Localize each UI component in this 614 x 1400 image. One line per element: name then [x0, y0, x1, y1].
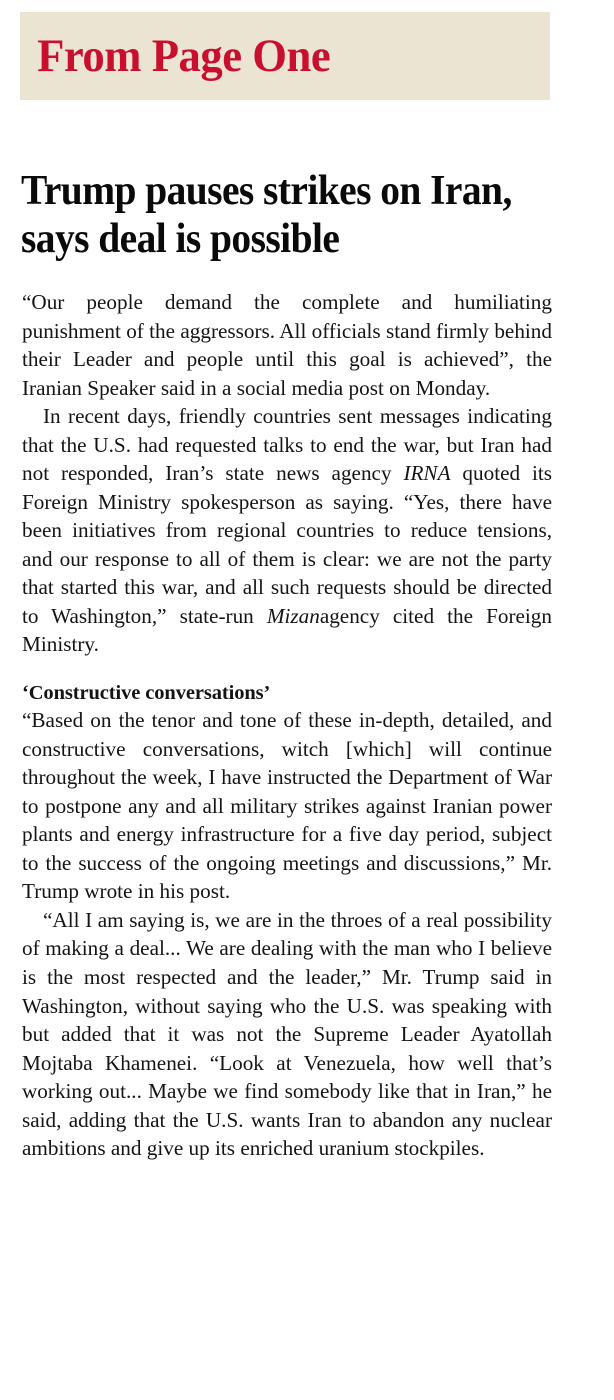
article-paragraph: “Our people demand the complete and humiliating punishment of the aggressors. All officials stand firmly behind their Leader and people until this goal is achieved”, the Iranian Speaker said in a social media post on Monday. [22, 290, 552, 400]
source-name-italic: IRNA [403, 461, 451, 486]
article-paragraphs-after-subhead [22, 706, 552, 1162]
article-subheading: ‘Constructive conversations’ [22, 681, 271, 704]
article-paragraphs-before-subhead [22, 288, 552, 659]
source-name-italic: Mizan [266, 603, 320, 628]
article-paragraph: “All I am saying is, we are in the throes of a real possibility of making a deal... We are dealing with the man who I believe is the most respected and the leader,” Mr. Trump said in Washington, without saying who the U.S. was speaking with but added that it was not the Supreme Leader Ayatollah Mojtaba Khamenei. “Look at Venezuela, how well that’s working out... Maybe we find somebody like that in Iran,” he said, adding that the U.S. wants Iran to abandon any nuclear ambitions and give up its enriched uranium stockpiles. [22, 907, 552, 1161]
article-paragraph: In recent days, friendly countries sent messages indicating that the U.S. had requested talks to end the war, but Iran had not responded, Iran’s state news agency IRNA quoted its Foreign Ministry spokesperson as saying. “Yes, there have been initiatives from regional countries to reduce tensions, and our response to all of them is clear: we are not the party that started this war, and all such requests should be directed to Washington,” state-run Mizanagency cited the Foreign Ministry. [22, 404, 552, 657]
article-paragraph: “Based on the tenor and tone of these in-depth, detailed, and constructive conversations, witch [which] will continue throughout the week, I have instructed the Department of War to postpone any and all military strikes against Iranian power plants and energy infrastructure for a five day period, subject to the success of the ongoing meetings and discussions,” Mr. Trump wrote in his post. [22, 708, 552, 904]
article-body [22, 288, 552, 1163]
article-headline: Trump pauses strikes on Iran, says deal is possible [21, 168, 512, 262]
section-banner [20, 12, 550, 100]
section-banner-label: From Page One [37, 29, 331, 82]
